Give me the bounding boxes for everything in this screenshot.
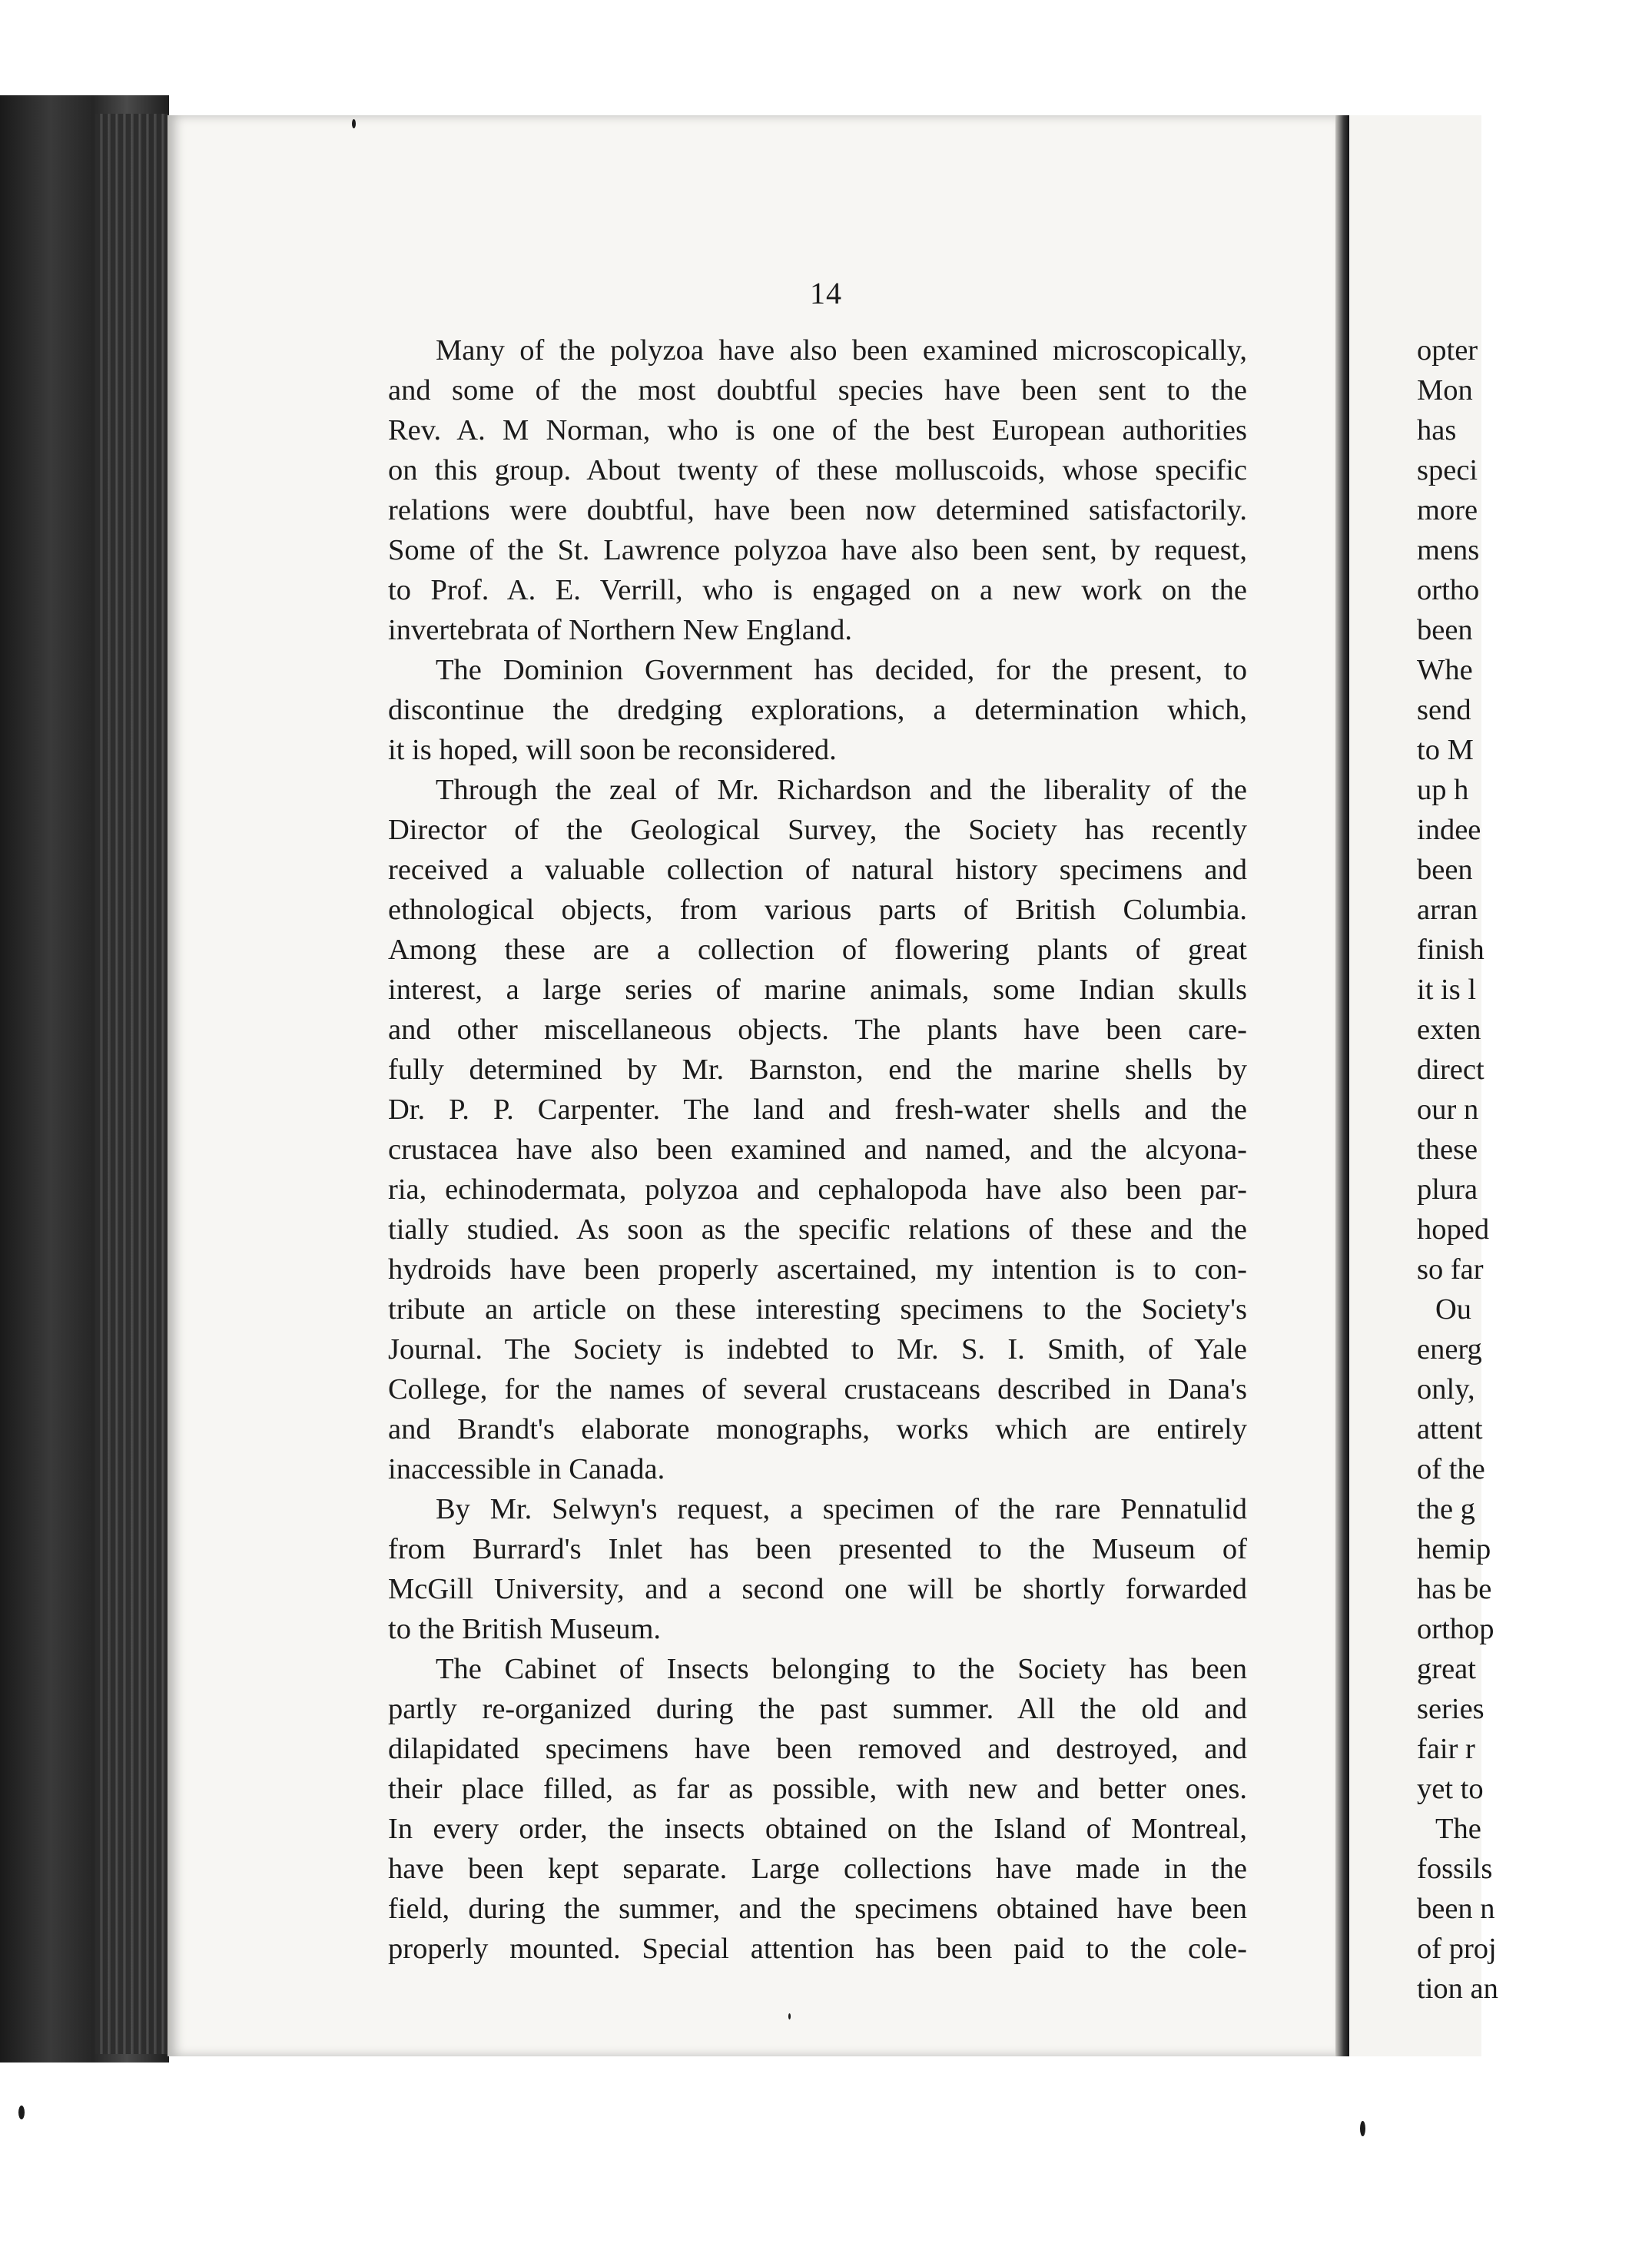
text-line: invertebrata of Northern New England.	[388, 614, 853, 646]
text-line: and some of the most doubtful species have been sent to the	[388, 374, 1247, 407]
facing-text-line: fair r	[1417, 1733, 1475, 1765]
text-line: The Cabinet of Insects belonging to the Society has been	[436, 1653, 1247, 1685]
text-line: to the British Museum.	[388, 1613, 662, 1645]
facing-text-line: plura	[1417, 1173, 1478, 1206]
text-line: discontinue the dredging explorations, a determination which,	[388, 694, 1247, 726]
text-line: tially studied. As soon as the specific relations of these and the	[388, 1213, 1247, 1246]
facing-text-line: of proj	[1417, 1933, 1497, 1965]
text-line: By Mr. Selwyn's request, a specimen of the rare Pennatulid	[436, 1493, 1247, 1525]
facing-text-line: speci	[1417, 454, 1478, 486]
facing-text-line: to M	[1417, 734, 1474, 766]
facing-text-line: series	[1417, 1693, 1484, 1725]
text-line: Among these are a collection of flowering plants of great	[388, 934, 1247, 966]
text-line: to Prof. A. E. Verrill, who is engaged on a new work on the	[388, 574, 1247, 606]
text-line: fully determined by Mr. Barnston, end the marine shells by	[388, 1054, 1247, 1086]
page-body-text	[388, 330, 1247, 1969]
text-line: Many of the polyzoa have also been examined microscopically,	[436, 334, 1247, 367]
facing-text-line: the g	[1417, 1493, 1475, 1525]
text-line: Dr. P. P. Carpenter. The land and fresh-water shells and the	[388, 1093, 1247, 1126]
text-line: dilapidated specimens have been removed and destroyed, and	[388, 1733, 1247, 1765]
text-line: and Brandt's elaborate monographs, works which are entirely	[388, 1413, 1247, 1445]
facing-text-line: up h	[1417, 774, 1469, 806]
text-line: Rev. A. M Norman, who is one of the best European authorities	[388, 414, 1247, 446]
text-line: McGill University, and a second one will be shortly forwarded	[388, 1573, 1247, 1605]
facing-text-line: only,	[1417, 1373, 1475, 1405]
facing-text-line: great	[1417, 1653, 1476, 1685]
text-line: Through the zeal of Mr. Richardson and the liberality of the	[436, 774, 1247, 806]
text-line: crustacea have also been examined and named, and the alcyona-	[388, 1133, 1247, 1166]
facing-text-line: Whe	[1417, 654, 1473, 686]
text-line: hydroids have been properly ascertained, my intention is to con-	[388, 1253, 1247, 1286]
facing-text-line: indee	[1417, 814, 1481, 846]
facing-text-line: exten	[1417, 1014, 1481, 1046]
text-line: relations were doubtful, have been now determined satisfactorily.	[388, 494, 1247, 526]
text-line: tribute an article on these interesting specimens to the Society's	[388, 1293, 1247, 1326]
facing-text-line: Ou	[1435, 1293, 1472, 1326]
facing-text-line: it is l	[1417, 974, 1477, 1006]
facing-text-line: The	[1435, 1813, 1481, 1845]
text-line: field, during the summer, and the specimens obtained have been	[388, 1893, 1247, 1925]
facing-text-line: been	[1417, 614, 1473, 646]
facing-text-line: orthop	[1417, 1613, 1494, 1645]
facing-text-line: our n	[1417, 1093, 1479, 1126]
facing-text-line: opter	[1417, 334, 1478, 367]
text-line: partly re-organized during the past summer. All the old and	[388, 1693, 1247, 1725]
text-line: College, for the names of several crustaceans described in Dana's	[388, 1373, 1247, 1405]
facing-text-line: arran	[1417, 894, 1478, 926]
facing-text-line: tion an	[1417, 1973, 1498, 2005]
text-line: Journal. The Society is indebted to Mr. S. I. Smith, of Yale	[388, 1333, 1247, 1366]
scan-speck	[352, 119, 356, 128]
facing-text-line: yet to	[1417, 1773, 1484, 1805]
facing-text-line: hemip	[1417, 1533, 1491, 1565]
facing-text-line: attent	[1417, 1413, 1483, 1445]
text-line: and other miscellaneous objects. The plants have been care-	[388, 1014, 1247, 1046]
facing-text-line: more	[1417, 494, 1478, 526]
facing-text-line: energ	[1417, 1333, 1482, 1366]
facing-text-line: fossils	[1417, 1853, 1493, 1885]
facing-text-line: hoped	[1417, 1213, 1490, 1246]
facing-text-line: mens	[1417, 534, 1480, 566]
text-line: ethnological objects, from various parts of British Columbia.	[388, 894, 1247, 926]
text-line: The Dominion Government has decided, for the present, to	[436, 654, 1247, 686]
facing-text-line: these	[1417, 1133, 1478, 1166]
text-line: from Burrard's Inlet has been presented to the Museum of	[388, 1533, 1247, 1565]
scan-speck	[18, 2106, 25, 2119]
text-line: their place filled, as far as possible, with new and better ones.	[388, 1773, 1247, 1805]
facing-text-line: been n	[1417, 1893, 1495, 1925]
page-number: 14	[810, 276, 842, 310]
text-line: received a valuable collection of natural history specimens and	[388, 854, 1247, 886]
page-stack-edge	[95, 114, 169, 2054]
facing-text-line: finish	[1417, 934, 1484, 966]
facing-text-line: ortho	[1417, 574, 1480, 606]
text-line: In every order, the insects obtained on the Island of Montreal,	[388, 1813, 1247, 1845]
text-line: Some of the St. Lawrence polyzoa have also been sent, by request,	[388, 534, 1247, 566]
text-line: Director of the Geological Survey, the Society has recently	[388, 814, 1247, 846]
text-line: it is hoped, will soon be reconsidered.	[388, 734, 837, 766]
scan-speck	[1360, 2121, 1365, 2136]
text-line: on this group. About twenty of these molluscoids, whose specific	[388, 454, 1247, 486]
facing-text-line: direct	[1417, 1054, 1484, 1086]
text-line: have been kept separate. Large collections have made in the	[388, 1853, 1247, 1885]
facing-text-line: send	[1417, 694, 1471, 726]
facing-text-line: has be	[1417, 1573, 1492, 1605]
facing-text-line: has	[1417, 414, 1457, 446]
text-line: ria, echinodermata, polyzoa and cephalopoda have also been par-	[388, 1173, 1247, 1206]
facing-text-line: of the	[1417, 1453, 1485, 1485]
text-line: inaccessible in Canada.	[388, 1453, 665, 1485]
facing-text-line: been	[1417, 854, 1473, 886]
text-line: interest, a large series of marine animals, some Indian skulls	[388, 974, 1247, 1006]
book-gutter	[1335, 115, 1349, 2056]
facing-page-text	[1417, 330, 1498, 2009]
text-line: properly mounted. Special attention has been paid to the cole-	[388, 1933, 1247, 1965]
facing-text-line: Mon	[1417, 374, 1473, 407]
facing-text-line: so far	[1417, 1253, 1484, 1286]
scan-speck	[788, 2013, 791, 2019]
